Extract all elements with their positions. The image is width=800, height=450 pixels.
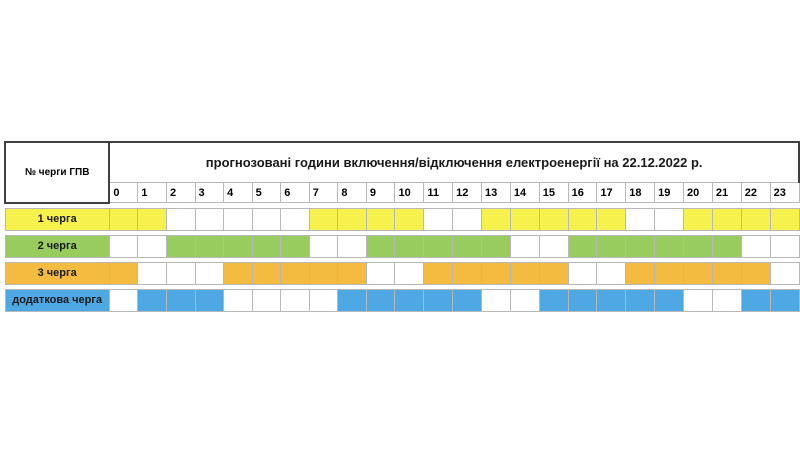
- queue-label: 2 черга: [5, 235, 109, 257]
- hour-slot-10: [395, 262, 424, 284]
- hour-header-10: 10: [395, 183, 424, 203]
- hour-slot-12: [453, 289, 482, 311]
- hour-header-15: 15: [539, 183, 568, 203]
- hour-slot-1: [138, 262, 167, 284]
- schedule-title: прогнозовані години включення/відключення електроенергії на 22.12.2022 р.: [109, 142, 799, 183]
- hour-slot-8: [338, 235, 367, 257]
- hour-slot-22: [741, 208, 770, 230]
- hour-slot-5: [252, 235, 281, 257]
- hour-slot-7: [309, 235, 338, 257]
- hour-slot-23: [770, 208, 799, 230]
- hour-header-14: 14: [510, 183, 539, 203]
- hour-slot-21: [712, 262, 741, 284]
- hour-slot-12: [453, 235, 482, 257]
- hour-slot-20: [684, 262, 713, 284]
- hour-slot-15: [539, 208, 568, 230]
- hour-slot-9: [366, 289, 395, 311]
- hour-slot-1: [138, 289, 167, 311]
- hour-slot-0: [109, 262, 138, 284]
- hour-slot-14: [510, 289, 539, 311]
- hour-slot-7: [309, 262, 338, 284]
- hour-slot-14: [510, 235, 539, 257]
- hour-header-17: 17: [597, 183, 626, 203]
- hour-header-8: 8: [338, 183, 367, 203]
- hour-slot-17: [597, 235, 626, 257]
- hour-header-19: 19: [655, 183, 684, 203]
- hour-slot-5: [252, 289, 281, 311]
- hour-slot-16: [568, 289, 597, 311]
- hour-slot-22: [741, 289, 770, 311]
- hour-slot-13: [482, 262, 511, 284]
- hour-slot-3: [195, 262, 224, 284]
- hour-header-21: 21: [712, 183, 741, 203]
- hour-slot-0: [109, 289, 138, 311]
- hour-slot-22: [741, 235, 770, 257]
- hour-slot-10: [395, 208, 424, 230]
- hour-slot-5: [252, 262, 281, 284]
- hour-slot-9: [366, 208, 395, 230]
- hour-slot-7: [309, 208, 338, 230]
- hour-slot-13: [482, 289, 511, 311]
- hour-slot-8: [338, 208, 367, 230]
- hour-slot-19: [655, 208, 684, 230]
- hour-header-1: 1: [138, 183, 167, 203]
- hour-slot-20: [684, 208, 713, 230]
- hour-slot-16: [568, 262, 597, 284]
- hour-slot-4: [224, 289, 253, 311]
- hour-header-9: 9: [366, 183, 395, 203]
- hour-slot-0: [109, 235, 138, 257]
- hour-slot-22: [741, 262, 770, 284]
- hour-slot-6: [281, 289, 310, 311]
- hour-slot-20: [684, 235, 713, 257]
- hour-header-6: 6: [281, 183, 310, 203]
- hour-slot-21: [712, 208, 741, 230]
- hour-slot-12: [453, 262, 482, 284]
- hour-slot-14: [510, 262, 539, 284]
- hour-header-4: 4: [224, 183, 253, 203]
- queue-label: 3 черга: [5, 262, 109, 284]
- hour-header-20: 20: [684, 183, 713, 203]
- hour-slot-3: [195, 289, 224, 311]
- hour-slot-23: [770, 262, 799, 284]
- hour-slot-13: [482, 235, 511, 257]
- hour-slot-4: [224, 262, 253, 284]
- hour-slot-11: [424, 262, 453, 284]
- hour-slot-18: [626, 289, 655, 311]
- hours-header-row: [5, 183, 799, 203]
- hour-slot-23: [770, 235, 799, 257]
- hour-slot-2: [166, 289, 195, 311]
- hour-slot-18: [626, 208, 655, 230]
- hour-slot-11: [424, 289, 453, 311]
- hour-slot-11: [424, 208, 453, 230]
- hour-header-11: 11: [424, 183, 453, 203]
- hour-slot-2: [166, 262, 195, 284]
- hour-header-18: 18: [626, 183, 655, 203]
- hour-slot-2: [166, 235, 195, 257]
- hour-slot-8: [338, 262, 367, 284]
- hour-slot-3: [195, 235, 224, 257]
- queue-row: [5, 208, 799, 230]
- hour-slot-0: [109, 208, 138, 230]
- queue-row: [5, 289, 799, 311]
- hour-slot-15: [539, 235, 568, 257]
- hour-slot-9: [366, 262, 395, 284]
- hour-slot-5: [252, 208, 281, 230]
- queue-row: [5, 235, 799, 257]
- hour-header-23: 23: [770, 183, 799, 203]
- hour-slot-9: [366, 235, 395, 257]
- queue-label: 1 черга: [5, 208, 109, 230]
- hour-header-12: 12: [453, 183, 482, 203]
- hour-header-13: 13: [482, 183, 511, 203]
- hour-slot-13: [482, 208, 511, 230]
- hour-slot-20: [684, 289, 713, 311]
- hour-slot-17: [597, 289, 626, 311]
- hour-slot-21: [712, 235, 741, 257]
- hour-slot-18: [626, 235, 655, 257]
- hour-slot-17: [597, 262, 626, 284]
- hour-slot-6: [281, 208, 310, 230]
- queue-label: додаткова черга: [5, 289, 109, 311]
- hour-slot-11: [424, 235, 453, 257]
- hour-slot-18: [626, 262, 655, 284]
- hour-slot-16: [568, 208, 597, 230]
- hour-header-22: 22: [741, 183, 770, 203]
- hour-slot-1: [138, 208, 167, 230]
- hour-slot-10: [395, 289, 424, 311]
- hour-header-0: 0: [109, 183, 138, 203]
- hour-slot-12: [453, 208, 482, 230]
- hour-slot-6: [281, 235, 310, 257]
- hour-slot-7: [309, 289, 338, 311]
- hour-slot-15: [539, 262, 568, 284]
- hour-slot-4: [224, 235, 253, 257]
- hour-slot-19: [655, 235, 684, 257]
- hour-slot-15: [539, 289, 568, 311]
- hour-slot-19: [655, 289, 684, 311]
- hour-slot-14: [510, 208, 539, 230]
- queue-number-header: № черги ГПВ: [5, 142, 109, 203]
- queue-row: [5, 262, 799, 284]
- hour-slot-6: [281, 262, 310, 284]
- outage-schedule-table: [4, 141, 800, 312]
- hour-slot-8: [338, 289, 367, 311]
- hour-header-16: 16: [568, 183, 597, 203]
- hour-slot-19: [655, 262, 684, 284]
- hour-slot-1: [138, 235, 167, 257]
- hour-slot-21: [712, 289, 741, 311]
- hour-slot-3: [195, 208, 224, 230]
- hour-header-3: 3: [195, 183, 224, 203]
- hour-slot-4: [224, 208, 253, 230]
- hour-slot-23: [770, 289, 799, 311]
- hour-header-7: 7: [309, 183, 338, 203]
- hour-slot-10: [395, 235, 424, 257]
- hour-header-2: 2: [166, 183, 195, 203]
- hour-slot-16: [568, 235, 597, 257]
- hour-header-5: 5: [252, 183, 281, 203]
- hour-slot-2: [166, 208, 195, 230]
- hour-slot-17: [597, 208, 626, 230]
